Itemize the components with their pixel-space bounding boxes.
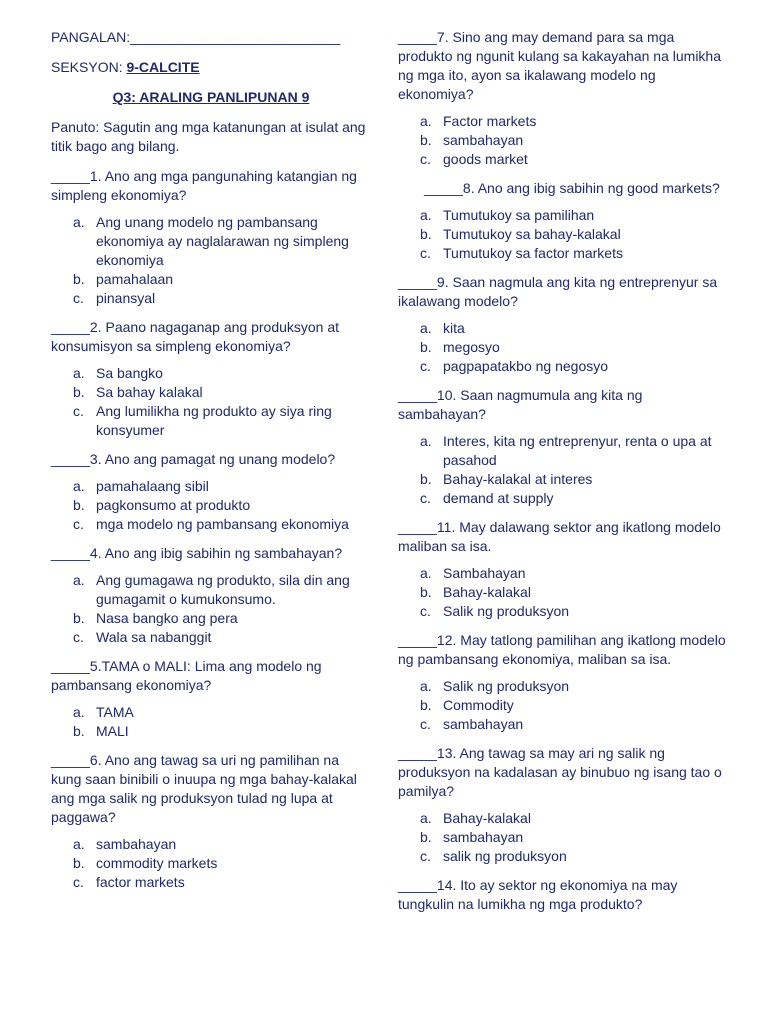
option-text: Bahay-kalakal at interes — [443, 471, 593, 487]
option-text: Ang gumagawa ng produkto, sila din ang gumagamit o kumukonsumo. — [96, 572, 350, 607]
name-field: PANGALAN:___________________________ — [51, 29, 341, 45]
option-item — [398, 583, 728, 602]
option-letter: a. — [73, 704, 85, 720]
option-item — [398, 715, 728, 734]
option-item — [398, 225, 728, 244]
option-list — [51, 835, 371, 892]
option-letter: b. — [420, 471, 432, 487]
option-item — [51, 496, 371, 515]
option-text: Commodity — [443, 697, 514, 713]
option-letter: c. — [73, 874, 84, 890]
question-text: _____8. Ano ang ibig sabihin ng good markets? — [424, 180, 720, 196]
option-text: Salik ng produksyon — [443, 603, 570, 619]
option-text: factor markets — [96, 874, 185, 890]
question-text: _____11. May dalawang sektor ang ikatlong modelo maliban sa isa. — [398, 519, 721, 554]
question-item — [398, 518, 728, 621]
option-text: sambahayan — [443, 132, 524, 148]
option-item — [398, 206, 728, 225]
option-letter: c. — [73, 290, 84, 306]
option-letter: b. — [420, 697, 432, 713]
option-letter: a. — [420, 565, 432, 581]
question-item — [398, 179, 728, 263]
option-item — [398, 847, 728, 866]
option-item — [51, 213, 371, 270]
option-text: sambahayan — [443, 716, 524, 732]
option-item — [398, 696, 728, 715]
question-text: _____9. Saan nagmula ang kita ng entreprenyur sa ikalawang modelo? — [398, 274, 718, 309]
right-column — [398, 28, 728, 924]
question-item — [51, 544, 371, 647]
section-field — [51, 58, 371, 77]
option-letter: a. — [420, 320, 432, 336]
option-text: salik ng produksyon — [443, 848, 567, 864]
question-item — [398, 28, 728, 169]
option-text: Tumutukoy sa factor markets — [443, 245, 623, 261]
question-item — [398, 744, 728, 866]
section-value: 9-CALCITE — [126, 59, 200, 75]
question-item — [398, 273, 728, 376]
question-text: _____5.TAMA o MALI: Lima ang modelo ng pambansang ekonomiya? — [51, 658, 322, 693]
option-item — [51, 270, 371, 289]
option-text: pamahalaan — [96, 271, 174, 287]
option-text: pinansyal — [96, 290, 156, 306]
option-item — [398, 338, 728, 357]
option-letter: c. — [420, 245, 431, 261]
option-text: Factor markets — [443, 113, 537, 129]
option-letter: a. — [420, 113, 432, 129]
option-letter: b. — [420, 584, 432, 600]
option-item — [51, 835, 371, 854]
option-list — [51, 364, 371, 440]
option-letter: c. — [73, 403, 84, 419]
option-list — [51, 213, 371, 308]
question-item — [398, 386, 728, 508]
option-item — [51, 873, 371, 892]
option-letter: c. — [420, 490, 431, 506]
option-letter: b. — [420, 132, 432, 148]
question-item — [398, 631, 728, 734]
left-column — [51, 28, 371, 902]
option-text: Nasa bangko ang pera — [96, 610, 238, 626]
option-list — [51, 571, 371, 647]
option-text: megosyo — [443, 339, 500, 355]
left-question-list — [51, 167, 371, 892]
option-letter: c. — [420, 848, 431, 864]
question-text: _____1. Ano ang mga pangunahing katangian ng simpleng ekonomiya? — [51, 168, 357, 203]
option-item — [398, 602, 728, 621]
option-item — [398, 319, 728, 338]
option-letter: a. — [420, 433, 432, 449]
option-list — [398, 206, 728, 263]
option-text: Bahay-kalakal — [443, 584, 531, 600]
option-text: pagkonsumo at produkto — [96, 497, 251, 513]
option-letter: c. — [420, 603, 431, 619]
option-list — [51, 703, 371, 741]
option-list — [398, 112, 728, 169]
option-item — [398, 489, 728, 508]
question-text: _____3. Ano ang pamagat ng unang modelo? — [51, 451, 336, 467]
option-letter: b. — [73, 271, 85, 287]
option-text: sambahayan — [96, 836, 177, 852]
option-text: TAMA — [96, 704, 134, 720]
option-item — [51, 515, 371, 534]
question-text: _____12. May tatlong pamilihan ang ikatlong modelo ng pambansang ekonomiya, maliban sa isa. — [398, 632, 726, 667]
question-text: _____14. Ito ay sektor ng ekonomiya na may tungkulin na lumikha ng mga produkto? — [398, 877, 678, 912]
question-text: _____4. Ano ang ibig sabihin ng sambahayan? — [51, 545, 343, 561]
option-letter: b. — [420, 829, 432, 845]
option-text: MALI — [96, 723, 129, 739]
question-text: _____2. Paano nagaganap ang produksyon at konsumisyon sa simpleng ekonomiya? — [51, 319, 340, 354]
option-item — [398, 470, 728, 489]
option-text: Tumutukoy sa bahay-kalakal — [443, 226, 621, 242]
option-letter: b. — [73, 723, 85, 739]
question-text: _____10. Saan nagmumula ang kita ng sambahayan? — [398, 387, 643, 422]
option-text: commodity markets — [96, 855, 218, 871]
option-letter: b. — [73, 497, 85, 513]
option-letter: b. — [73, 855, 85, 871]
option-list — [398, 564, 728, 621]
question-item — [398, 876, 728, 914]
option-letter: c. — [420, 151, 431, 167]
option-text: Tumutukoy sa pamilihan — [443, 207, 595, 223]
option-letter: b. — [420, 226, 432, 242]
option-list — [398, 319, 728, 376]
option-item — [51, 289, 371, 308]
option-letter: b. — [73, 610, 85, 626]
option-item — [398, 357, 728, 376]
page-title: Q3: ARALING PANLIPUNAN 9 — [112, 89, 310, 105]
option-item — [51, 364, 371, 383]
question-item — [51, 751, 371, 892]
question-item — [51, 450, 371, 534]
option-item — [51, 703, 371, 722]
question-item — [51, 657, 371, 741]
option-text: demand at supply — [443, 490, 554, 506]
option-item — [398, 432, 728, 470]
option-item — [398, 677, 728, 696]
option-text: goods market — [443, 151, 528, 167]
option-letter: c. — [420, 358, 431, 374]
option-item — [398, 809, 728, 828]
option-text: Ang unang modelo ng pambansang ekonomiya ay naglalarawan ng simpleng ekonomiya — [96, 214, 349, 268]
option-letter: a. — [420, 207, 432, 223]
option-text: Interes, kita ng entreprenyur, renta o upa at pasahod — [443, 433, 712, 468]
option-item — [51, 571, 371, 609]
option-letter: c. — [73, 516, 84, 532]
option-item — [51, 383, 371, 402]
option-letter: a. — [73, 836, 85, 852]
option-text: Wala sa nabanggit — [96, 629, 212, 645]
option-letter: b. — [420, 339, 432, 355]
option-text: mga modelo ng pambansang ekonomiya — [96, 516, 349, 532]
option-letter: a. — [420, 810, 432, 826]
option-letter: c. — [420, 716, 431, 732]
option-item — [398, 112, 728, 131]
option-item — [398, 244, 728, 263]
option-text: Sa bahay kalakal — [96, 384, 203, 400]
option-text: Sa bangko — [96, 365, 163, 381]
option-item — [51, 477, 371, 496]
question-item — [51, 167, 371, 308]
option-item — [398, 150, 728, 169]
option-text: sambahayan — [443, 829, 524, 845]
option-letter: a. — [73, 365, 85, 381]
option-text: Salik ng produksyon — [443, 678, 570, 694]
option-list — [398, 677, 728, 734]
option-item — [51, 628, 371, 647]
option-text: kita — [443, 320, 465, 336]
option-letter: a. — [73, 214, 85, 230]
option-item — [51, 722, 371, 741]
question-text: _____6. Ano ang tawag sa uri ng pamilihan na kung saan binibili o inuupa ng mga bahay-kalakal ang mga salik ng produksyon tulad ng lupa at paggawa? — [51, 752, 357, 825]
option-text: pamahalaang sibil — [96, 478, 209, 494]
option-letter: a. — [73, 478, 85, 494]
option-item — [398, 131, 728, 150]
option-letter: b. — [73, 384, 85, 400]
option-list — [398, 809, 728, 866]
option-text: Bahay-kalakal — [443, 810, 531, 826]
section-label: SEKSYON: — [51, 59, 127, 75]
question-item — [51, 318, 371, 440]
option-letter: a. — [73, 572, 85, 588]
right-question-list — [398, 28, 728, 914]
question-text: _____13. Ang tawag sa may ari ng salik ng produksyon na kadalasan ay binubuo ng isang tao o pamilya? — [398, 745, 722, 799]
option-text: Ang lumilikha ng produkto ay siya ring konsyumer — [96, 403, 332, 438]
option-text: pagpapatakbo ng negosyo — [443, 358, 609, 374]
option-item — [398, 564, 728, 583]
question-text: _____7. Sino ang may demand para sa mga produkto ng ngunit kulang sa kakayahan na lumikha ng mga ito, ayon sa ikalawang modelo ng ekonomiya? — [398, 29, 721, 102]
option-letter: c. — [73, 629, 84, 645]
option-item — [51, 609, 371, 628]
option-list — [398, 432, 728, 508]
option-letter: a. — [420, 678, 432, 694]
option-text: Sambahayan — [443, 565, 526, 581]
option-item — [51, 402, 371, 440]
option-item — [51, 854, 371, 873]
option-list — [51, 477, 371, 534]
option-item — [398, 828, 728, 847]
instructions: Panuto: Sagutin ang mga katanungan at isulat ang titik bago ang bilang. — [51, 119, 366, 154]
